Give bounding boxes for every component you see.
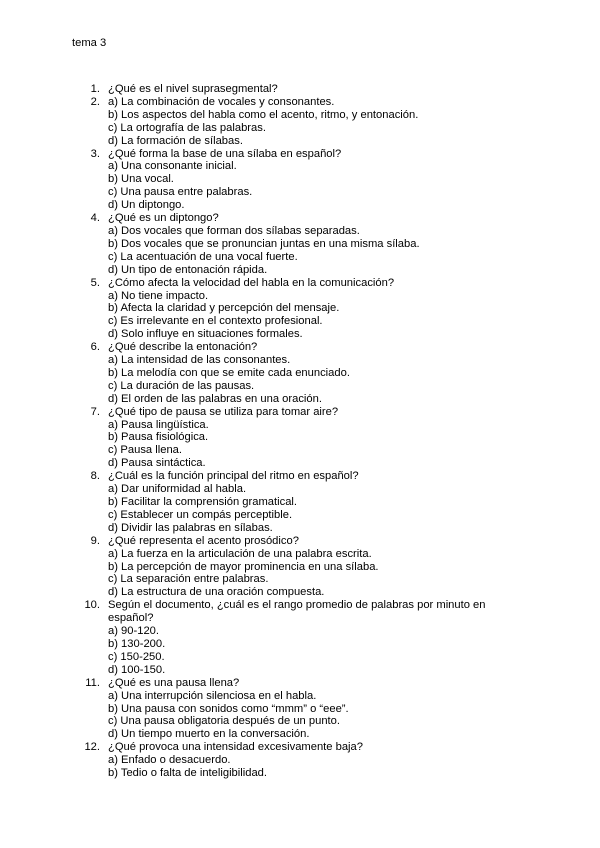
answer-option: b) 130-200. [108,637,166,650]
answer-option: a) Enfado o desacuerdo. [108,754,231,767]
question-text: ¿Qué provoca una intensidad excesivamente baja? [108,741,363,754]
question-number: 11. [85,676,100,689]
question-item [84,83,524,96]
question-text: ¿Cuál es la función principal del ritmo en español? [108,470,359,483]
question-item [84,599,524,676]
question-text: ¿Qué forma la base de una sílaba en español? [108,147,342,160]
question-item [84,148,524,213]
question-number: 3. [90,147,100,160]
answer-option: d) 100-150. [108,663,166,676]
answer-option: c) La duración de las pausas. [108,379,255,392]
question-number: 1. [90,83,100,95]
answer-option: b) Pausa fisiológica. [108,431,209,444]
answer-option: a) La fuerza en la articulación de una palabra escrita. [108,547,372,560]
answer-option: c) La acentuación de una vocal fuerte. [108,250,298,263]
question-item [84,341,524,406]
answer-option: c) Una pausa entre palabras. [108,186,253,199]
answer-option: b) Dos vocales que se pronuncian juntas en una misma sílaba. [108,237,420,250]
page-header: tema 3 [72,37,107,49]
answer-option: d) Pausa sintáctica. [108,457,206,470]
question-number: 6. [90,341,100,354]
answer-option: d) Solo influye en situaciones formales. [108,328,303,341]
question-number: 9. [90,534,100,547]
question-text: ¿Qué representa el acento prosódico? [108,534,299,547]
answer-option: b) Una vocal. [108,173,174,186]
question-text: ¿Qué es una pausa llena? [108,676,240,689]
answer-option: c) Es irrelevante en el contexto profesional. [108,315,323,328]
answer-option: d) La formación de sílabas. [108,134,243,147]
question-text: ¿Qué describe la entonación? [108,341,258,354]
answer-option: c) La separación entre palabras. [108,573,269,586]
question-item [84,470,524,535]
question-number: 7. [90,405,100,418]
question-item [84,277,524,342]
question-number: 8. [90,470,100,483]
question-number: 4. [90,212,100,225]
answer-option: a) Una interrupción silenciosa en el habla. [108,689,317,702]
question-text: ¿Qué tipo de pausa se utiliza para tomar aire? [108,405,339,418]
answer-option: d) Un tipo de entonación rápida. [108,263,268,276]
answer-option: c) Establecer un compás perceptible. [108,508,293,521]
answer-option: c) Pausa llena. [108,444,183,457]
question-number: 12. [84,741,100,754]
answer-option: b) Tedio o falta de inteligibilidad. [108,767,268,780]
question-number: 10. [84,599,100,612]
answer-option: b) Facilitar la comprensión gramatical. [108,496,298,508]
answer-option: b) Los aspectos del habla como el acento, ritmo, y entonación. [108,108,419,121]
question-list [84,83,524,780]
question-item [84,677,524,742]
question-text: ¿Cómo afecta la velocidad del habla en la comunicación? [108,276,395,289]
answer-option: d) El orden de las palabras en una oración. [108,392,322,405]
answer-option: d) Dividir las palabras en sílabas. [108,521,273,534]
question-number: 5. [90,276,100,289]
answer-option: c) Una pausa obligatoria después de un punto. [108,715,340,728]
answer-option: b) Afecta la claridad y percepción del mensaje. [108,302,340,315]
answer-option: b) Una pausa con sonidos como “mmm” o “eee”. [108,702,349,715]
answer-option: b) La percepción de mayor prominencia en una sílaba. [108,560,379,573]
question-item [84,535,524,600]
answer-option: a) Pausa lingüística. [108,418,209,431]
answer-option: b) La melodía con que se emite cada enunciado. [108,366,350,379]
answer-option: d) Un diptongo. [108,199,185,212]
answer-option: d) Un tiempo muerto en la conversación. [108,728,310,741]
answer-option: a) Dar uniformidad al habla. [108,483,247,496]
question-item [84,741,524,780]
question-text: a) La combinación de vocales y consonantes. [108,95,335,108]
question-item [84,96,524,148]
answer-option: c) 150-250. [108,650,165,663]
question-text: Según el documento, ¿cuál es el rango promedio de palabras por minuto en español? [108,599,486,625]
answer-option: a) La intensidad de las consonantes. [108,354,291,367]
question-text: ¿Qué es el nivel suprasegmental? [108,83,278,95]
question-item [84,212,524,277]
question-text: ¿Qué es un diptongo? [108,212,219,225]
answer-option: a) 90-120. [108,625,159,638]
answer-option: c) La ortografía de las palabras. [108,121,266,134]
answer-option: a) No tiene impacto. [108,289,209,302]
answer-option: d) La estructura de una oración compuesta. [108,586,325,599]
answer-option: a) Dos vocales que forman dos sílabas separadas. [108,224,360,237]
question-number: 2. [90,95,100,108]
answer-option: a) Una consonante inicial. [108,160,237,173]
question-item [84,406,524,471]
